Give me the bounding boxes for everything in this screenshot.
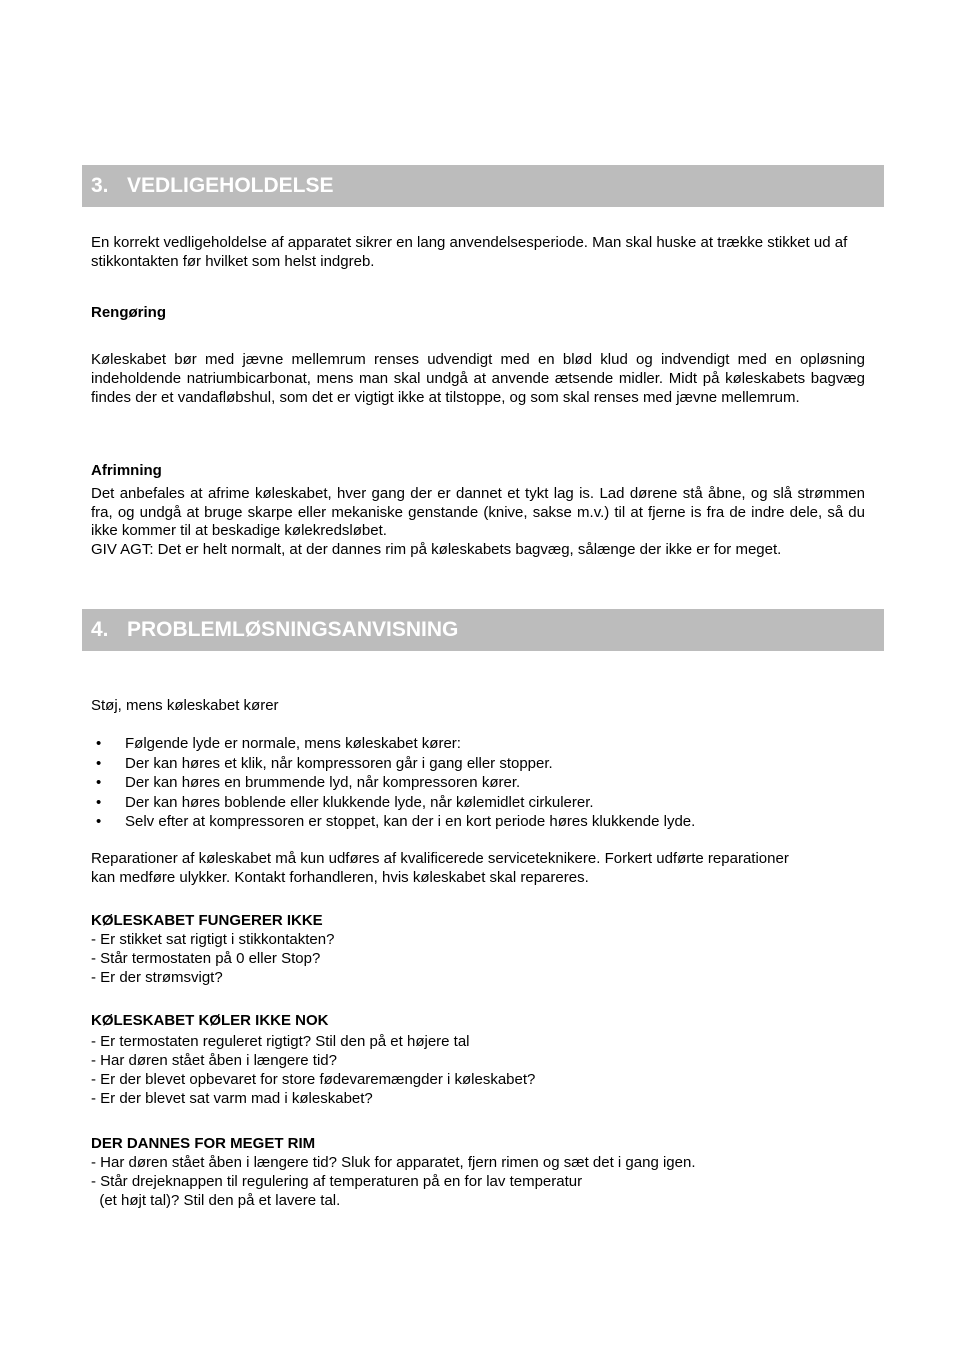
section-4-header (82, 609, 884, 651)
list-item: - Er stikket sat rigtigt i stikkontakten? (91, 931, 335, 948)
not-cooling-block (91, 1011, 865, 1108)
bullet-icon: • (96, 735, 102, 752)
not-cooling-heading: KØLESKABET KØLER IKKE NOK (91, 1012, 329, 1029)
not-working-heading: KØLESKABET FUNGERER IKKE (91, 912, 323, 929)
defrost-text: Det anbefales at afrime køleskabet, hver gang der er dannet et tykt lag is. Lad dørene stå åbne, og slå strømmen fra, og undgå at bruge skarpe eller mekaniske genstande (knive, sakse m.v.) til at fjerne is fra de indre dele, så du ikke kommer til at beskadige kølekredsløbet. (91, 485, 865, 539)
section-3-title: VEDLIGEHOLDELSE (127, 174, 334, 197)
list-item: • Der kan høres boblende eller klukkende lyde, når kølemidlet cirkulerer. (96, 793, 594, 811)
section-3-number: 3. (91, 174, 109, 197)
list-item: - Er der strømsvigt? (91, 969, 223, 986)
list-item: • Selv efter at kompressoren er stoppet, kan der i en kort periode høres klukkende lyde. (96, 813, 696, 831)
defrost-note: GIV AGT: Det er helt normalt, at der dannes rim på køleskabets bagvæg, sålænge der ikke er for meget. (91, 541, 782, 558)
cleaning-heading: Rengøring (91, 304, 166, 321)
section-3-intro: En korrekt vedligeholdelse af apparatet sikrer en lang anvendelsesperiode. Man skal huske at trække stikket ud af stikkontakten før hvilket som helst indgreb. (91, 234, 848, 270)
section-4-number: 4. (91, 618, 109, 641)
list-item: (et højt tal)? Stil den på et lavere tal. (91, 1192, 341, 1209)
frost-block (91, 1134, 865, 1210)
frost-heading: DER DANNES FOR MEGET RIM (91, 1135, 316, 1152)
noise-heading: Støj, mens køleskabet kører (91, 697, 279, 714)
list-item: - Har døren stået åben i længere tid? (91, 1052, 337, 1069)
list-item: - Er termostaten reguleret rigtigt? Stil den på et højere tal (91, 1033, 470, 1050)
bullet-icon: • (96, 754, 102, 772)
list-item: - Står termostaten på 0 eller Stop? (91, 950, 321, 967)
list-item: - Står drejeknappen til regulering af temperaturen på en for lav temperatur (91, 1173, 583, 1190)
list-item: • Følgende lyde er normale, mens køleskabet kører: (96, 735, 461, 752)
cleaning-text: Køleskabet bør med jævne mellemrum renses udvendigt med en blød klud og indvendigt med en opløsning indeholdende natriumbicarbonat, mens man skal undgå at anvende ætsende midler. Midt på køleskabets bagvæg findes der et vandafløbshul, som det er vigtigt ikke at tilstoppe, og som skal renses med jævne mellemrum. (91, 351, 865, 406)
bullet-icon: • (96, 813, 102, 831)
bullet-icon: • (96, 793, 102, 811)
list-item: - Har døren stået åben i længere tid? Sluk for apparatet, fjern rimen og sæt det i gang igen. (91, 1154, 696, 1171)
section-3-header (82, 165, 884, 207)
list-item: • Der kan høres en brummende lyd, når kompressoren kører. (96, 774, 521, 792)
list-item: - Er der blevet opbevaret for store fødevaremængder i køleskabet? (91, 1071, 536, 1088)
section-4-title: PROBLEMLØSNINGSANVISNING (127, 618, 459, 641)
defrost-heading: Afrimning (91, 462, 162, 479)
not-working-block (91, 911, 865, 987)
list-item: • Der kan høres et klik, når kompressoren går i gang eller stopper. (96, 754, 553, 772)
bullet-icon: • (96, 774, 102, 792)
repair-text: Reparationer af køleskabet må kun udføres af kvalificerede serviceteknikere. Forkert udførte reparationer kan medføre ulykker. Kontakt forhandleren, hvis køleskabet skal repareres. (91, 850, 789, 886)
noise-list (91, 734, 865, 832)
list-item: - Er der blevet sat varm mad i køleskabet? (91, 1090, 373, 1107)
